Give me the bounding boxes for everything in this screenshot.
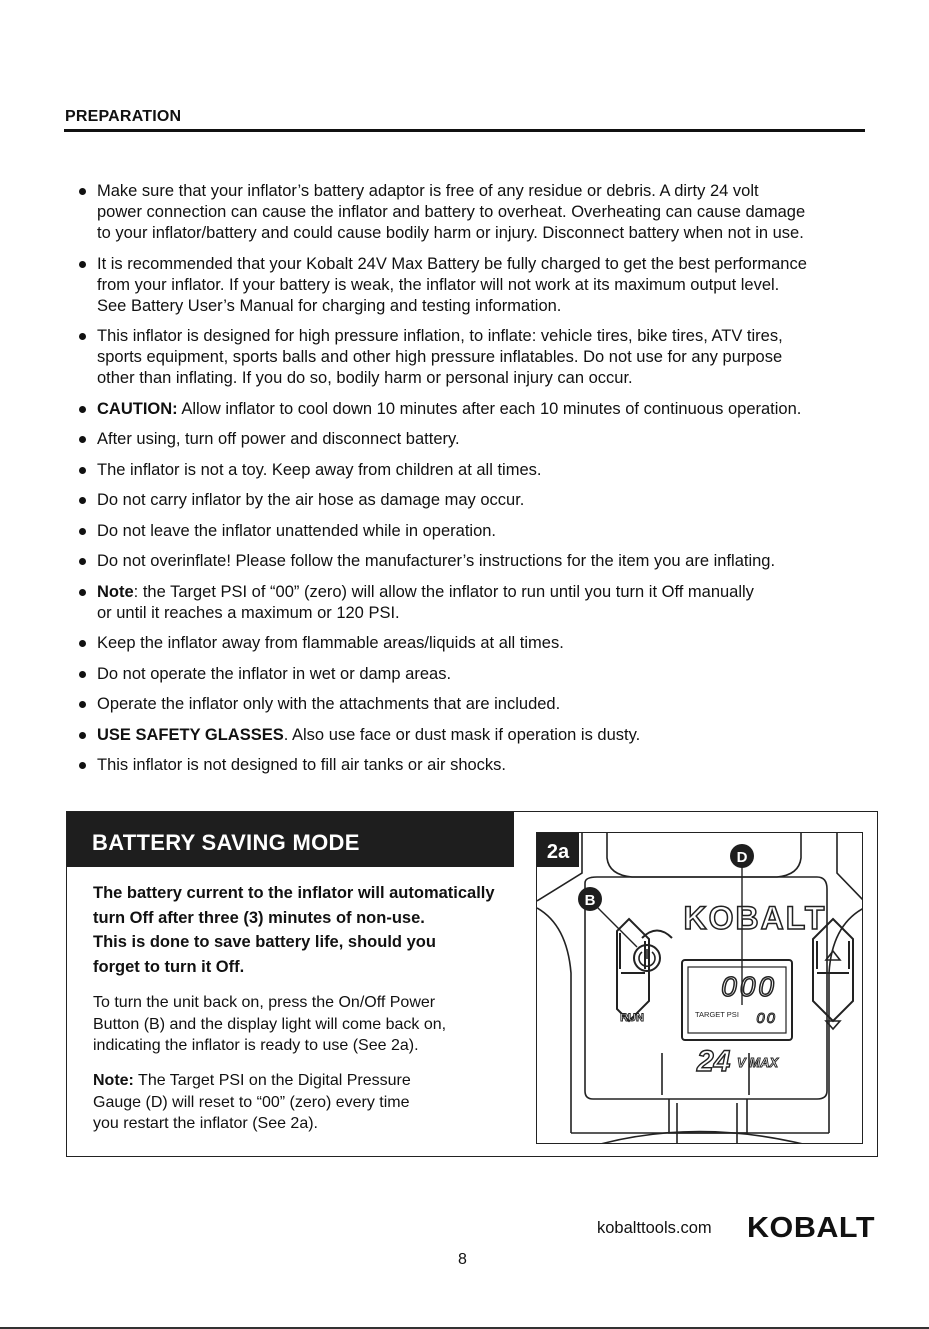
preparation-list [97, 181, 887, 786]
list-item [97, 490, 887, 511]
list-item [97, 521, 887, 542]
note-label: Note [97, 582, 134, 601]
svg-text:2a: 2a [546, 841, 570, 863]
list-item [97, 633, 887, 654]
bullet-dot [79, 261, 86, 268]
bullet-line: Make sure that your inflator’s battery adaptor is free of any residue or debris. A dirty 24 volt [97, 182, 759, 200]
note-paragraph [93, 1070, 513, 1135]
bullet-line [97, 725, 887, 746]
up-arrow-icon [826, 951, 840, 960]
bullet-line: This inflator is designed for high pressure inflation, to inflate: vehicle tires, bike tires, ATV tires, [97, 327, 783, 345]
footer-website-url: kobalttools.com [597, 1219, 712, 1237]
bullet-dot [79, 406, 86, 413]
bullet-line: Do not overinflate! Please follow the manufacturer’s instructions for the item you are inflating. [97, 552, 776, 570]
bullet-dot [79, 640, 86, 647]
note-lead: Note: [93, 1072, 134, 1089]
bullet-text: . Also use face or dust mask if operation is dusty. [283, 725, 641, 744]
bullet-dot [79, 558, 86, 565]
list-item [97, 725, 887, 746]
note-text: The Target PSI on the Digital Pressure [133, 1072, 411, 1089]
bullet-line: Keep the inflator away from flammable areas/liquids at all times. [97, 634, 564, 652]
paragraph-line: you restart the inflator (See 2a). [93, 1115, 318, 1132]
bullet-line [97, 582, 887, 603]
kobalt-logo [747, 1210, 879, 1240]
bullet-line: It is recommended that your Kobalt 24V Max Battery be fully charged to get the best performance [97, 254, 807, 273]
bullet-line: from your inflator. If your battery is weak, the inflator will not work at its maximum output level. [97, 275, 780, 294]
list-item [97, 460, 887, 481]
bullet-line: Operate the inflator only with the attachments that are included. [97, 695, 561, 713]
svg-text:B: B [584, 892, 596, 909]
section-rule [64, 129, 865, 132]
battery-saving-title: BATTERY SAVING MODE [67, 812, 514, 867]
safety-glasses-label: USE SAFETY GLASSES [97, 725, 284, 744]
paragraph-line [93, 1070, 513, 1092]
paragraph-line: Button (B) and the display light will come back on, [93, 1015, 447, 1033]
bullet-dot [79, 467, 86, 474]
bold-line: forget to turn it Off. [93, 957, 245, 976]
battery-saving-bold-text [93, 881, 513, 979]
restart-paragraph [93, 992, 513, 1057]
page-number: 8 [458, 1251, 467, 1268]
bullet-dot [79, 497, 86, 504]
list-item [97, 429, 887, 450]
bold-line: turn Off after three (3) minutes of non-use. [93, 908, 425, 927]
caution-label: CAUTION: [97, 399, 178, 418]
run-label: RUN [620, 1012, 644, 1024]
bullet-dot [79, 701, 86, 708]
bullet-dot [79, 732, 86, 739]
target-psi-label: TARGET PSI [695, 1010, 739, 1019]
control-panel-illustration [537, 833, 863, 1144]
list-item [97, 755, 887, 776]
list-item [97, 181, 887, 244]
bullet-line: power connection can cause the inflator and battery to overheat. Overheating can cause damage [97, 203, 806, 221]
bullet-dot [79, 671, 86, 678]
figure-label [537, 833, 579, 867]
voltage-logo-suffix: V MAX [737, 1055, 779, 1070]
bold-line: This is done to save battery life, should you [93, 933, 436, 951]
brand-logo-text: KOBALT [683, 900, 827, 936]
bullet-dot [79, 762, 86, 769]
kobalt-logo-text: KOBALT [747, 1212, 875, 1240]
bullet-line: Do not carry inflator by the air hose as damage may occur. [97, 491, 525, 509]
bullet-dot [79, 589, 86, 596]
inflator-control-panel-figure [536, 832, 863, 1144]
section-title: PREPARATION [65, 108, 182, 125]
bullet-dot [79, 436, 86, 443]
list-item [97, 399, 887, 420]
list-item [97, 326, 887, 389]
bullet-line: Do not leave the inflator unattended while in operation. [97, 521, 497, 540]
list-item [97, 582, 887, 624]
bullet-line: or until it reaches a maximum or 120 PSI. [97, 603, 400, 622]
bullet-line: to your inflator/battery and could cause bodily harm or injury. Disconnect battery when not in use. [97, 224, 804, 242]
bullet-line: other than inflating. If you do so, bodily harm or personal injury can occur. [97, 369, 633, 387]
list-item [97, 551, 887, 572]
bullet-dot [79, 528, 86, 535]
bold-line: The battery current to the inflator will automatically [93, 884, 495, 902]
target-psi-readout: 00 [756, 1010, 777, 1027]
battery-saving-box [66, 811, 878, 1157]
bullet-line: See Battery User’s Manual for charging and testing information. [97, 296, 562, 315]
bullet-line: This inflator is not designed to fill air tanks or air shocks. [97, 756, 507, 774]
callout-d [730, 844, 754, 868]
bullet-line [97, 399, 887, 420]
bullet-text: : the Target PSI of “00” (zero) will allow the inflator to run until you turn it Off manually [133, 582, 754, 601]
power-button-icon [634, 945, 660, 971]
list-item [97, 254, 887, 317]
main-pressure-readout: 000 [721, 971, 777, 1002]
list-item [97, 694, 887, 715]
bullet-text: Allow inflator to cool down 10 minutes after each 10 minutes of continuous operation. [177, 399, 802, 418]
bullet-dot [79, 333, 86, 340]
bullet-dot [79, 188, 86, 195]
bullet-line: sports equipment, sports balls and other high pressure inflatables. Do not use for any purpose [97, 348, 783, 366]
paragraph-line: indicating the inflator is ready to use (See 2a). [93, 1037, 419, 1054]
svg-text:D: D [736, 849, 748, 866]
callout-b [578, 887, 602, 911]
bullet-line: Do not operate the inflator in wet or damp areas. [97, 664, 452, 683]
paragraph-line: To turn the unit back on, press the On/Off Power [93, 994, 436, 1011]
bullet-line: The inflator is not a toy. Keep away from children at all times. [97, 460, 542, 479]
footer-brand-logo [747, 1210, 879, 1245]
bullet-line: After using, turn off power and disconnect battery. [97, 430, 460, 448]
voltage-logo-number: 24 [697, 1045, 731, 1078]
list-item [97, 664, 887, 685]
paragraph-line: Gauge (D) will reset to “00” (zero) every time [93, 1093, 410, 1111]
